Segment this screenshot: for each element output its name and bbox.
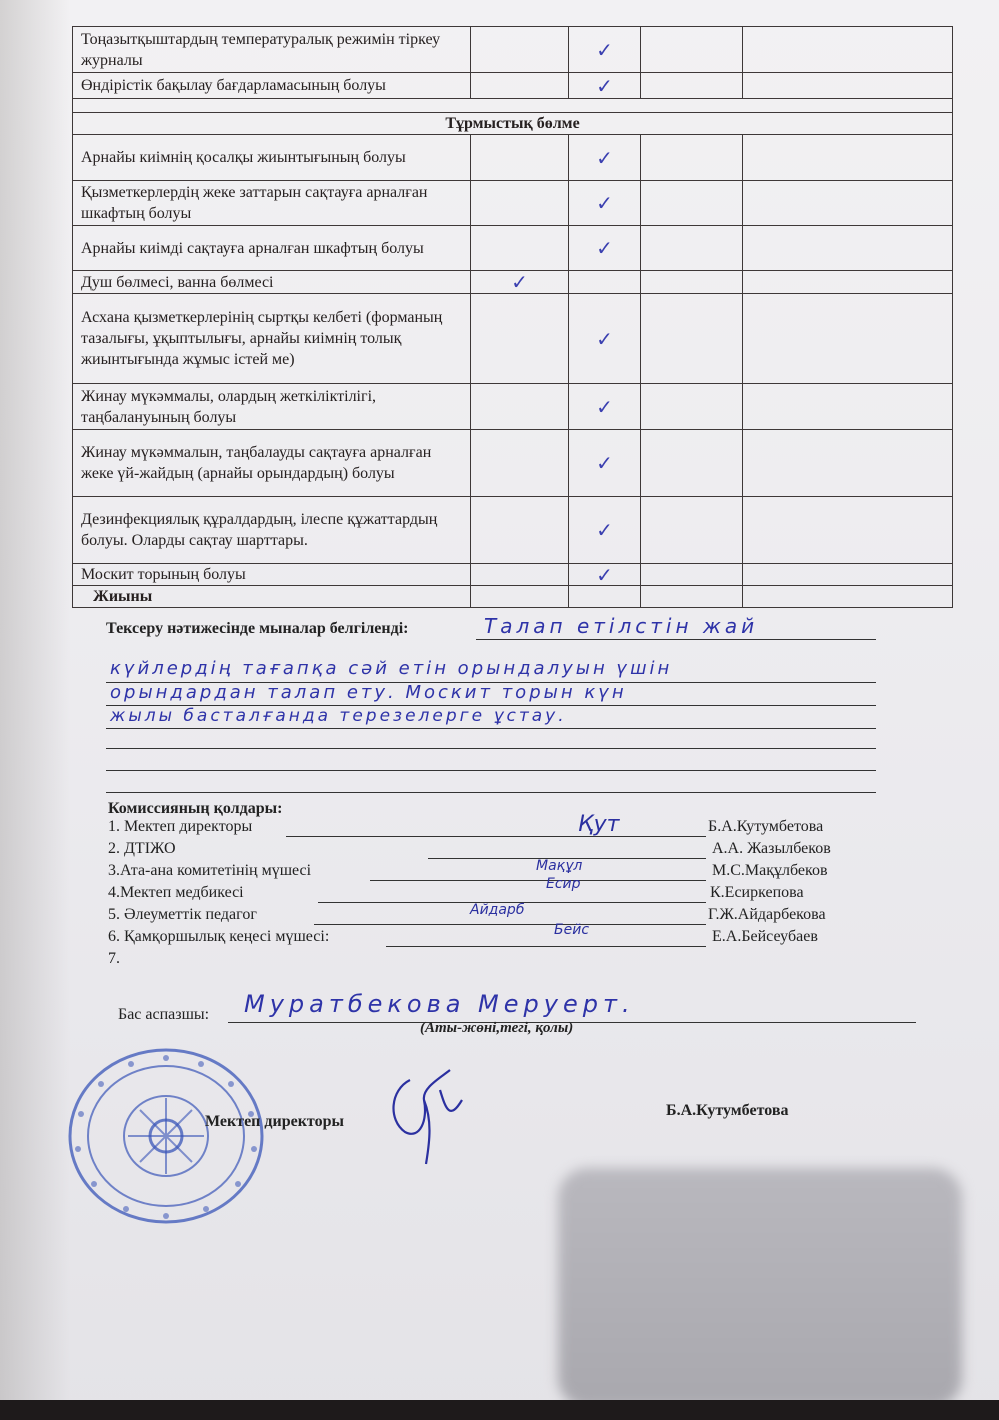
handwritten-signature: Қут xyxy=(578,812,620,837)
handwritten-name: Муратбекова Меруерт. xyxy=(244,990,635,1018)
criterion-text: Жинау мүкәммалы, олардың жеткіліктілігі, таңбалануының болуы xyxy=(73,384,471,430)
table-row xyxy=(73,99,953,113)
table-row xyxy=(73,564,953,586)
writing-line xyxy=(106,728,876,729)
table-row xyxy=(73,271,953,294)
table-row xyxy=(73,226,953,271)
table-row xyxy=(73,294,953,384)
criterion-text: Арнайы киімді сақтауға арналған шкафтың болуы xyxy=(73,226,471,271)
member-name: М.С.Мақұлбеков xyxy=(712,862,828,879)
member-role: 2. ДТІЖО xyxy=(108,840,176,857)
state-emblem-stamp-icon xyxy=(66,1044,266,1228)
writing-line xyxy=(476,639,876,640)
member-name: Е.А.Бейсеубаев xyxy=(712,928,818,945)
member-role: 7. xyxy=(108,950,120,967)
redacted-area xyxy=(558,1168,962,1408)
signature-line xyxy=(314,924,706,925)
total-label: Жиыны xyxy=(73,586,471,608)
criterion-text: Тоңазытқыштардың температуралық режимін тіркеу журналы xyxy=(73,27,471,73)
writing-line xyxy=(106,748,876,749)
check-mark: ✓ xyxy=(596,518,613,542)
table-row xyxy=(73,430,953,497)
criterion-text: Қызметкерлердің жеке заттарын сақтауға арналған шкафтың болуы xyxy=(73,181,471,226)
director-signature-icon xyxy=(380,1060,470,1170)
signature-line xyxy=(386,946,706,947)
check-mark: ✓ xyxy=(596,37,613,62)
handwritten-line: күйлердің тағапқа сәй етін орындалуын үшін xyxy=(110,658,673,679)
signature-line xyxy=(286,836,706,837)
check-mark: ✓ xyxy=(596,73,613,98)
criterion-text: Өндірістік бақылау бағдарламасының болуы xyxy=(73,73,471,99)
check-mark: ✓ xyxy=(511,270,528,294)
criterion-text: Арнайы киімнің қосалқы жиынтығының болуы xyxy=(73,135,471,181)
inspection-table xyxy=(72,26,953,608)
handwritten-line: орындардан талап ету. Москит торын күн xyxy=(110,682,627,703)
member-name: К.Есиркепова xyxy=(710,884,804,901)
member-role: 4.Мектеп медбикесі xyxy=(108,884,244,901)
member-role: 6. Қамқоршылық кеңесі мүшесі: xyxy=(108,928,330,945)
table-row xyxy=(73,497,953,564)
handwritten-signature: Есир xyxy=(546,876,581,892)
criterion-text: Асхана қызметкерлерінің сыртқы келбеті (форманың тазалығы, ұқыптылығы, арнайы киімнің толық жиынтығында жұмыс істей ме) xyxy=(73,294,471,384)
results-label: Тексеру нәтижесінде мыналар белгіленді: xyxy=(106,620,409,637)
head-chef-label: Бас аспазшы: xyxy=(118,1006,210,1023)
check-mark: ✓ xyxy=(596,326,613,351)
writing-line xyxy=(106,792,876,793)
member-role: 3.Ата-ана комитетінің мүшесі xyxy=(108,862,312,879)
director-label: Мектеп директоры xyxy=(205,1113,344,1130)
criterion-text: Душ бөлмесі, ванна бөлмесі xyxy=(73,271,471,294)
section-title: Тұрмыстық бөлме xyxy=(73,113,953,135)
criterion-text: Дезинфекциялық құралдардың, ілеспе құжаттардың болуы. Оларды сақтау шарттары. xyxy=(73,497,471,564)
total-row xyxy=(73,586,953,608)
handwritten-signature: Айдарб xyxy=(470,902,525,918)
check-mark: ✓ xyxy=(596,562,613,587)
handwritten-signature: Бейс xyxy=(554,922,590,938)
member-role: 5. Әлеуметтік педагог xyxy=(108,906,257,923)
check-mark: ✓ xyxy=(596,236,613,260)
member-name: Б.А.Кутумбетова xyxy=(708,818,824,835)
member-name: А.А. Жазылбеков xyxy=(712,840,831,857)
table-row xyxy=(73,135,953,181)
photo-edge xyxy=(0,1400,999,1420)
handwritten-line: Талап етілстін жай xyxy=(484,614,759,638)
handwritten-signature: Мақұл xyxy=(536,858,583,874)
criterion-text: Жинау мүкәммалын, таңбалауды сақтауға арналған жеке үй-жайдың (арнайы орындардың) болуы xyxy=(73,430,471,497)
member-name: Г.Ж.Айдарбекова xyxy=(708,906,826,923)
commission-title: Комиссияның қолдары: xyxy=(108,800,283,817)
check-mark: ✓ xyxy=(596,451,613,475)
check-mark: ✓ xyxy=(596,191,613,215)
check-mark: ✓ xyxy=(596,394,613,419)
page-shadow xyxy=(0,0,70,1420)
member-role: 1. Мектеп директоры xyxy=(108,818,253,835)
check-mark: ✓ xyxy=(596,145,613,170)
director-name: Б.А.Кутумбетова xyxy=(666,1102,789,1119)
signature-line xyxy=(370,880,706,881)
section-header-row xyxy=(73,113,953,135)
table-row xyxy=(73,384,953,430)
criterion-text: Москит торының болуы xyxy=(73,564,471,586)
table-row xyxy=(73,181,953,226)
handwritten-line: жылы басталғанда терезелерге ұстау. xyxy=(110,706,567,726)
writing-line xyxy=(106,770,876,771)
name-caption: (Аты-жөні,тегі, қолы) xyxy=(420,1020,574,1036)
table-row xyxy=(73,27,953,73)
table-row xyxy=(73,73,953,99)
